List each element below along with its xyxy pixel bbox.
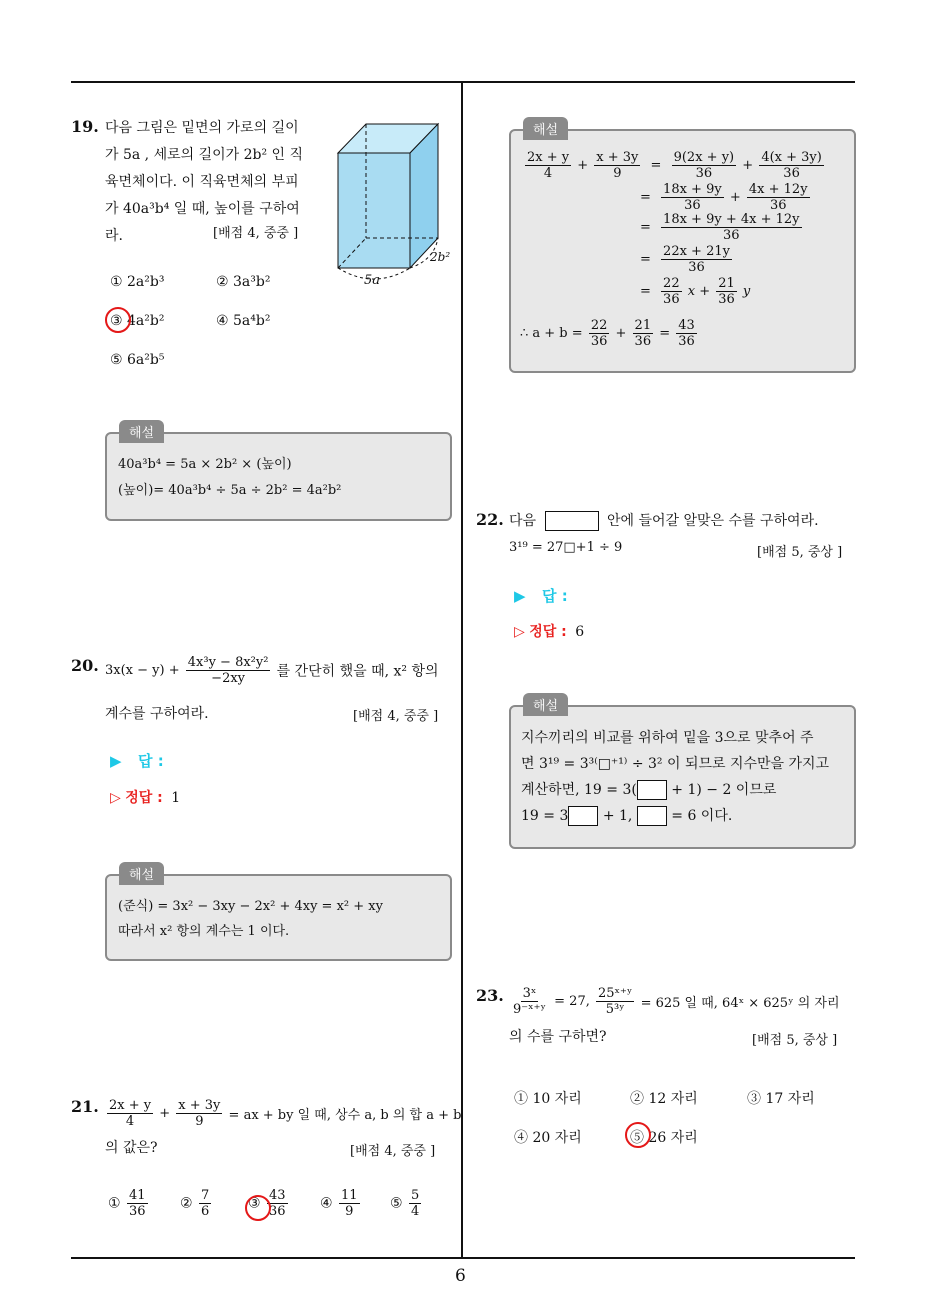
q21-sol-r5b-num: 21 — [718, 276, 735, 291]
q22-stem — [509, 508, 819, 535]
q19-solution-line1: 40a³b⁴ = 5a × 2b² × (높이) — [118, 457, 292, 472]
q21-choice-3-den: 36 — [269, 1204, 286, 1219]
q22-pre: 다음 — [509, 513, 537, 529]
q19-solution-tag: 해설 — [119, 420, 164, 443]
correct-arrow-icon: ▷ — [514, 624, 525, 640]
q20-answer-label: 답 : — [138, 752, 164, 770]
q20-stem — [105, 655, 439, 686]
q21-choice-1-mark: ① — [108, 1195, 121, 1212]
q22-correct-label: 정답 : — [529, 624, 567, 640]
q22-answer-row — [514, 585, 568, 606]
q19-line5: 라. — [105, 228, 123, 244]
q20-line2: 계수를 구하여라. — [105, 706, 209, 722]
q21-sol-r2-den: 36 — [684, 198, 701, 213]
q19-number: 19. — [71, 117, 99, 136]
q21-choice-2[interactable] — [180, 1188, 213, 1219]
q19-solution-line2: (높이)= 40a³b⁴ ÷ 5a ÷ 2b² = 4a²b² — [118, 483, 342, 498]
q21-sol-final-f2-den: 36 — [634, 334, 652, 349]
q21-sol-lhs-f1-num: 2x + y — [527, 150, 570, 165]
q20-correct-label: 정답 : — [125, 790, 163, 806]
q21-sol-r5b-den: 36 — [718, 292, 735, 307]
q19-line4: 가 40a³b⁴ 일 때, 높이를 구하여 — [105, 201, 300, 217]
q23-choice-2[interactable]: ② 12 자리 — [630, 1091, 698, 1107]
q21-sol-final-f3 — [676, 318, 697, 349]
q21-sol-r1b-den: 36 — [783, 166, 800, 181]
q22-number: 22. — [476, 510, 504, 529]
q20-fraction-num: 4x³y − 8x²y² — [187, 655, 269, 670]
q21-fraction-2 — [176, 1098, 222, 1129]
q21-choice-4-frac — [339, 1188, 360, 1219]
q19-line1: 다음 그림은 밑면의 가로의 길이 — [105, 120, 299, 136]
column-divider — [461, 83, 463, 1258]
q20-fraction-den: −2xy — [211, 671, 246, 686]
q21-f1-den: 4 — [125, 1114, 135, 1129]
q22-post: 안에 들어갈 알맞은 수를 구하여라. — [606, 513, 819, 529]
q21-sol-r1b — [759, 150, 824, 181]
q23-f2-den: 5³ʸ — [605, 1002, 625, 1017]
q23-score: [배점 5, 중상 ] — [752, 1033, 838, 1048]
q22-solution-line4b: + 1, — [602, 808, 633, 824]
q21-sol-row-4 — [640, 244, 734, 275]
q21-sol-r2b-den: 36 — [769, 198, 787, 213]
q23-choice-3[interactable]: ③ 17 자리 — [747, 1091, 815, 1107]
q19-choice-3[interactable]: ③ 4a²b² — [110, 313, 165, 329]
correct-arrow-icon: ▷ — [110, 790, 121, 806]
q22-correct-value: 6 — [575, 624, 585, 640]
q21-choice-5-mark: ⑤ — [390, 1195, 403, 1212]
q19-answer-circle — [105, 307, 131, 333]
q21-choice-2-den: 6 — [201, 1204, 210, 1219]
q21-sol-eq-1: = — [650, 158, 662, 173]
q21-sol-r5-tail: y — [742, 284, 751, 299]
q21-sol-r3 — [661, 212, 801, 243]
q22-solution-blank-1 — [637, 780, 667, 800]
q21-sol-r3-num: 18x + 9y + 4x + 12y — [663, 212, 800, 227]
q23-choice-5[interactable]: ⑤ 26 자리 — [630, 1130, 698, 1146]
q21-choice-5[interactable] — [390, 1188, 423, 1219]
q23-mid: = 27, — [554, 994, 590, 1009]
q21-f2-num: x + 3y — [178, 1098, 221, 1113]
q22-solution-line3 — [521, 777, 776, 804]
q21-f1-num: 2x + y — [109, 1098, 152, 1113]
q22-solution-line3a: 계산하면, 19 = 3( — [521, 782, 637, 798]
q21-sol-r1-num: 9(2x + y) — [673, 150, 735, 165]
q21-sol-row-2 — [640, 182, 812, 213]
q21-sol-plus-2: + — [742, 158, 754, 173]
top-rule — [71, 81, 855, 83]
q21-sol-row-3 — [640, 212, 804, 243]
q21-choice-5-frac — [409, 1188, 421, 1219]
q23-f1-den: 9⁻ˣ⁺ʸ — [513, 1002, 547, 1017]
q22-solution-line4c: = 6 이다. — [671, 808, 733, 824]
q22-answer-label: 답 : — [542, 587, 568, 605]
q21-line2: 의 값은? — [105, 1140, 158, 1156]
q23-f2-num: 25ˣ⁺ʸ — [598, 986, 633, 1001]
q21-sol-r5a — [661, 276, 682, 307]
q21-sol-row-1 — [523, 150, 826, 181]
q19-line2: 가 5a , 세로의 길이가 2b² 인 직 — [105, 147, 304, 163]
q21-sol-eq-4: = — [640, 252, 651, 267]
q23-fraction-2 — [596, 986, 634, 1017]
q21-choice-2-mark: ② — [180, 1195, 193, 1212]
q23-choice-1[interactable]: ① 10 자리 — [514, 1091, 582, 1107]
q20-number: 20. — [71, 656, 99, 675]
q21-sol-eq-5: = — [640, 284, 651, 299]
q22-solution-line4 — [521, 803, 732, 830]
q21-sol-r2 — [661, 182, 724, 213]
q21-sol-final-pre: ∴ a + b = — [520, 326, 583, 341]
q22-blank-box — [545, 511, 599, 531]
q20-post: 를 간단히 했을 때, x² 항의 — [276, 663, 439, 680]
q19-choice-5[interactable]: ⑤ 6a²b⁵ — [110, 352, 165, 368]
q21-choice-2-frac — [199, 1188, 211, 1219]
answer-arrow-icon: ▶ — [514, 587, 526, 605]
q21-sol-eq-2: = — [640, 190, 651, 205]
q21-sol-final-f3-den: 36 — [678, 334, 695, 349]
q22-correct-row — [514, 621, 584, 641]
q21-sol-r1 — [672, 150, 737, 181]
q19-score: [배점 4, 중중 ] — [213, 226, 299, 241]
q21-choice-4-mark: ④ — [320, 1195, 333, 1212]
q21-sol-final — [520, 318, 699, 349]
q20-fraction — [186, 655, 271, 686]
q21-choice-5-num: 5 — [411, 1188, 420, 1203]
q21-sol-final-f1-den: 36 — [590, 334, 608, 349]
q21-sol-r1b-num: 4(x + 3y) — [761, 150, 822, 165]
q21-sol-final-f1-num: 22 — [590, 318, 608, 333]
q22-score: [배점 5, 중상 ] — [757, 545, 843, 560]
q21-sol-r5a-den: 36 — [663, 292, 680, 307]
q20-score: [배점 4, 중중 ] — [353, 709, 439, 724]
q22-solution-tag: 해설 — [523, 693, 568, 716]
q21-sol-r2b-num: 4x + 12y — [748, 182, 808, 197]
q21-sol-eq-3: = — [640, 220, 651, 235]
q21-sol-lhs-f1-den: 4 — [543, 166, 553, 181]
q21-stem — [105, 1098, 461, 1129]
q21-sol-r2b — [747, 182, 810, 213]
page-number: 6 — [455, 1266, 466, 1286]
q20-solution-line1: (준식) = 3x² − 3xy − 2x² + 4xy = x² + xy — [118, 899, 383, 914]
q21-plus: + — [159, 1106, 171, 1121]
q21-choice-3-num: 43 — [269, 1188, 286, 1203]
q20-correct-row — [110, 787, 180, 807]
q21-choice-1-frac — [127, 1188, 148, 1219]
q21-sol-r5b — [716, 276, 737, 307]
q21-sol-r2-num: 18x + 9y — [663, 182, 722, 197]
q21-sol-final-f1 — [589, 318, 610, 349]
q21-post: = ax + by 일 때, 상수 a, b 의 합 a + b — [228, 1108, 462, 1123]
q21-sol-r4-den: 36 — [688, 260, 705, 275]
q21-sol-plus-3: + — [729, 190, 741, 205]
bottom-rule — [71, 1257, 855, 1259]
q21-sol-lhs-f1 — [525, 150, 571, 181]
q20-correct-value: 1 — [171, 790, 181, 806]
q21-sol-r4-num: 22x + 21y — [663, 244, 730, 259]
q21-sol-final-plus: + — [615, 326, 627, 341]
q22-equation: 3¹⁹ = 27□+1 ÷ 9 — [509, 540, 623, 555]
q21-sol-lhs-f2 — [594, 150, 640, 181]
q21-f2-den: 9 — [195, 1114, 204, 1129]
q22-solution-line3b: + 1) − 2 이므로 — [671, 782, 777, 798]
q20-solution-line2: 따라서 x² 항의 계수는 1 이다. — [118, 924, 290, 939]
q23-f1-num: 3ˣ — [522, 986, 537, 1001]
q21-choice-4[interactable] — [320, 1188, 362, 1219]
q23-line2: 의 수를 구하면? — [509, 1029, 607, 1045]
q21-sol-r1-den: 36 — [695, 166, 713, 181]
q21-fraction-1 — [107, 1098, 153, 1129]
q23-stem — [509, 986, 840, 1017]
q21-sol-row-5 — [640, 276, 750, 307]
q21-sol-plus: + — [577, 158, 589, 173]
q21-solution-tag: 해설 — [523, 117, 568, 140]
q21-score: [배점 4, 중중 ] — [350, 1144, 436, 1159]
q20-solution-tag: 해설 — [119, 862, 164, 885]
q21-number: 21. — [71, 1097, 99, 1116]
q22-solution-line1: 지수끼리의 비교를 위하여 밑을 3으로 맞추어 주 — [521, 730, 814, 746]
cuboid-figure — [330, 118, 455, 293]
q21-sol-lhs-f2-den: 9 — [613, 166, 622, 181]
q21-choice-5-den: 4 — [411, 1204, 420, 1219]
q23-answer-circle — [625, 1122, 651, 1148]
q21-sol-final-f2-num: 21 — [634, 318, 652, 333]
q20-answer-row — [110, 750, 164, 771]
q19-choice-2[interactable]: ② 3a³b² — [216, 274, 271, 290]
q21-choice-3-mark: ③ — [248, 1195, 261, 1212]
q21-sol-r4 — [661, 244, 732, 275]
q19-line3: 육면체이다. 이 직육면체의 부피 — [105, 174, 299, 190]
q21-choice-1[interactable] — [108, 1188, 150, 1219]
q23-choice-4[interactable]: ④ 20 자리 — [514, 1130, 582, 1146]
q23-post: = 625 일 때, 64ˣ × 625ʸ 의 자리 — [640, 996, 840, 1011]
q21-choice-2-num: 7 — [201, 1188, 210, 1203]
q21-choice-4-den: 9 — [345, 1204, 354, 1219]
q21-sol-final-f3-num: 43 — [678, 318, 695, 333]
q23-fraction-1 — [511, 986, 548, 1017]
q21-sol-final-eq: = — [659, 326, 671, 341]
q21-sol-r5-mid: x + — [687, 284, 711, 299]
q21-sol-r3-den: 36 — [723, 228, 740, 243]
q23-number: 23. — [476, 986, 504, 1005]
q20-pre: 3x(x − y) + — [105, 663, 180, 678]
q21-choice-1-den: 36 — [129, 1204, 146, 1219]
q21-answer-circle — [245, 1195, 271, 1221]
q19-choice-1[interactable]: ① 2a²b³ — [110, 274, 165, 290]
q21-sol-r5a-num: 22 — [663, 276, 680, 291]
q22-solution-line4a: 19 = 3 — [521, 808, 569, 824]
q22-solution-blank-3 — [637, 806, 667, 826]
q22-solution-blank-2 — [568, 806, 598, 826]
q21-choice-4-num: 11 — [341, 1188, 358, 1203]
q21-sol-lhs-f2-num: x + 3y — [596, 150, 639, 165]
q22-solution-line2: 면 3¹⁹ = 3³⁽□⁺¹⁾ ÷ 3² 이 되므로 지수만을 가지고 — [521, 756, 830, 772]
q19-choice-4[interactable]: ④ 5a⁴b² — [216, 313, 271, 329]
q21-sol-final-f2 — [633, 318, 654, 349]
fig-depth-label: 2b² — [430, 250, 451, 264]
fig-width-label: 5a — [364, 273, 381, 288]
q21-choice-1-num: 41 — [129, 1188, 146, 1203]
answer-arrow-icon: ▶ — [110, 752, 122, 770]
q21-choices — [108, 1188, 448, 1228]
